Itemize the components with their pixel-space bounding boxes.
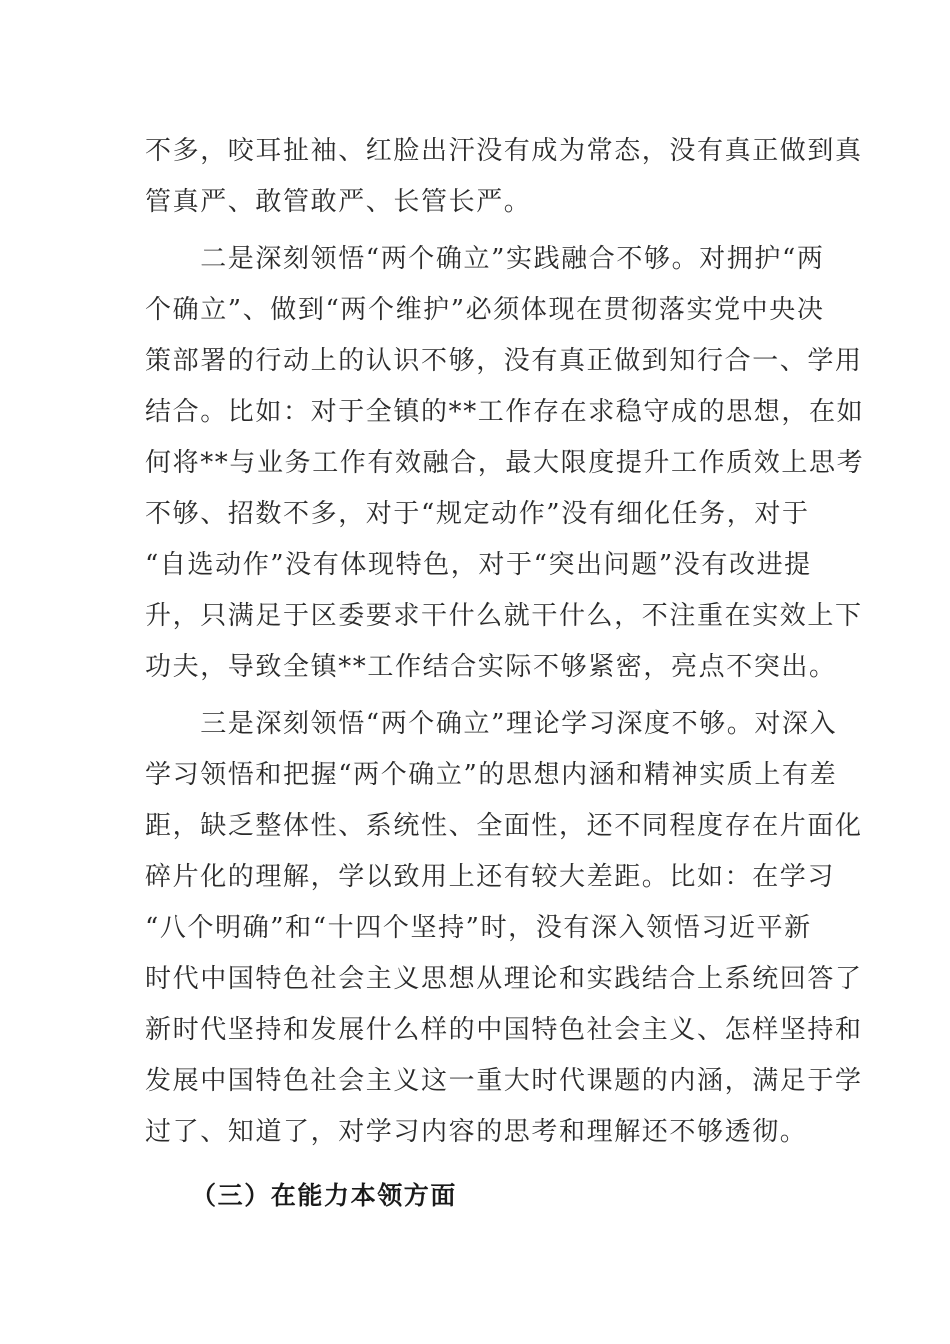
- text-line: 何将**与业务工作有效融合，最大限度提升工作质效上思考: [145, 448, 865, 478]
- text-line: 碎片化的理解，学以致用上还有较大差距。比如：在学习: [145, 862, 836, 892]
- text-line: 功夫，导致全镇**工作结合实际不够紧密，亮点不突出。: [145, 652, 837, 682]
- text-line: 时代中国特色社会主义思想从理论和实践结合上系统回答了: [145, 964, 863, 994]
- text-line: 管真严、敢管敢严、长管长严。: [145, 187, 532, 217]
- text-line: “自选动作”没有体现特色，对于“突出问题”没有改进提: [145, 550, 812, 580]
- text-line: 升，只满足于区委要求干什么就干什么，不注重在实效上下: [145, 601, 863, 631]
- text-line: 不够、招数不多，对于“规定动作”没有细化任务，对于: [145, 499, 810, 529]
- text-line: 学习领悟和把握“两个确立”的思想内涵和精神实质上有差: [145, 760, 838, 790]
- text-line: 新时代坚持和发展什么样的中国特色社会主义、怎样坚持和: [145, 1015, 863, 1045]
- text-line: 发展中国特色社会主义这一重大时代课题的内涵，满足于学: [145, 1066, 863, 1096]
- text-line: 过了、知道了，对学习内容的思考和理解还不够透彻。: [145, 1117, 808, 1147]
- paragraph-start-line: 三是深刻领悟“两个确立”理论学习深度不够。对深入: [145, 709, 838, 739]
- text-line: 策部署的行动上的认识不够，没有真正做到知行合一、学用: [145, 346, 863, 376]
- text-line: 个确立”、做到“两个维护”必须体现在贯彻落实党中央决: [145, 295, 825, 325]
- paragraph-start-line: 二是深刻领悟“两个确立”实践融合不够。对拥护“两: [145, 244, 825, 274]
- document-body: [145, 126, 865, 1221]
- text-line: “八个明确”和“十四个坚持”时，没有深入领悟习近平新: [145, 913, 812, 943]
- text-line: 距，缺乏整体性、系统性、全面性，还不同程度存在片面化: [145, 811, 863, 841]
- text-line: 结合。比如：对于全镇的**工作存在求稳守成的思想，在如: [145, 397, 865, 427]
- section-heading: （三）在能力本领方面: [191, 1181, 458, 1210]
- text-line: 不多，咬耳扯袖、红脸出汗没有成为常态，没有真正做到真: [145, 136, 863, 166]
